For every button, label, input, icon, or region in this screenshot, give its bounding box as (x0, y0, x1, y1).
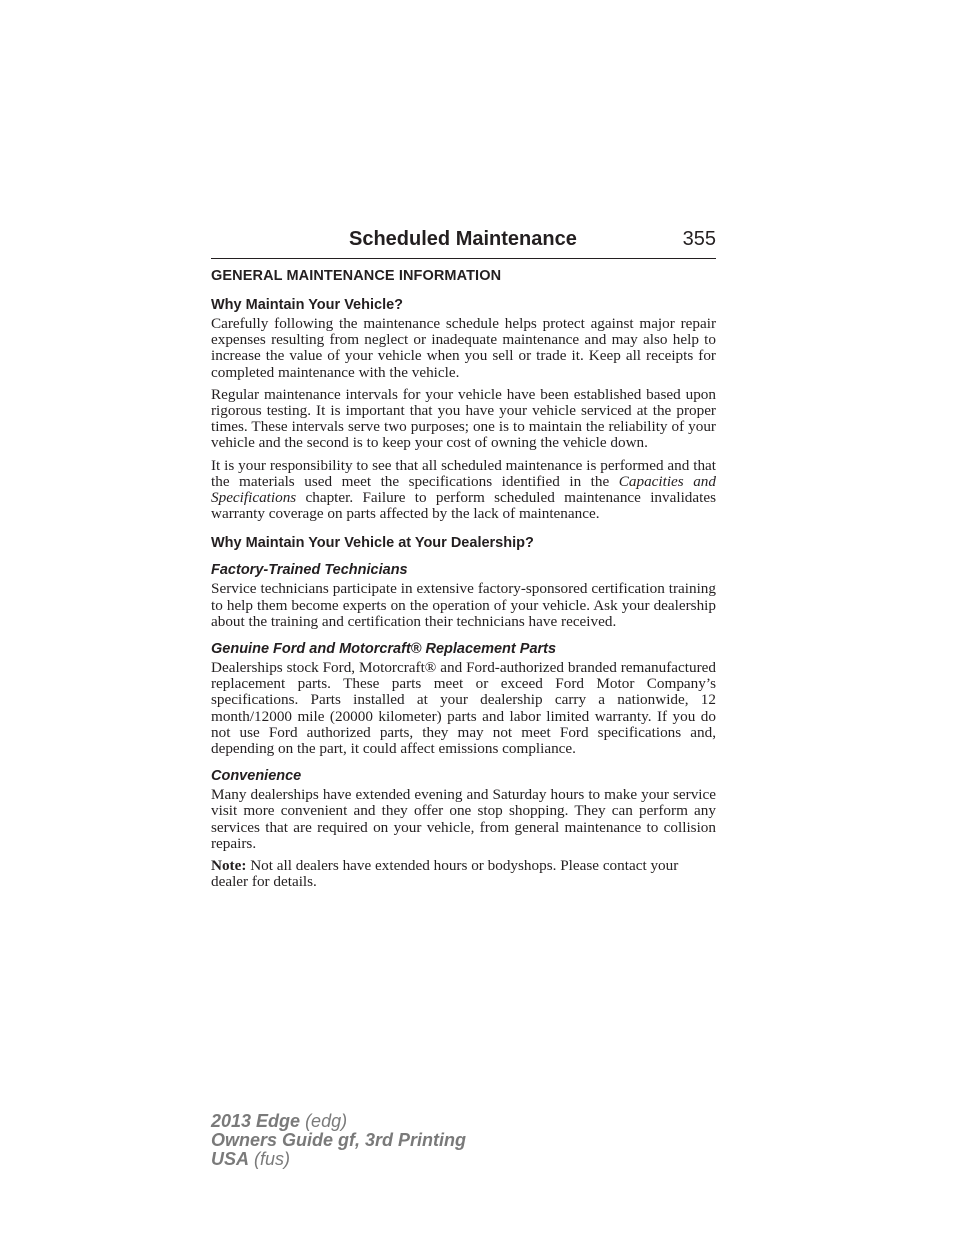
why-maintain-heading: Why Maintain Your Vehicle? (211, 297, 404, 313)
factory-technicians-heading: Factory-Trained Technicians (211, 562, 408, 579)
convenience-paragraph: Many dealerships have extended evening and Saturday hours to make your service visit more convenient and they offer one stop shopping. They can perform any services that are required on your vehicle, from general maintenance to collision repairs. (211, 786, 716, 852)
why-maintain-paragraph-1: Carefully following the maintenance schedule helps protect against major repair expenses resulting from neglect or inadequate maintenance and may also help to increase the value of your vehicle when you sell or trade it. Keep all receipts for completed maintenance with the vehicle. (211, 315, 716, 381)
footer-model-code: (edg) (300, 1111, 348, 1131)
footer-region-code: (fus) (249, 1149, 291, 1169)
page-footer (211, 1112, 466, 1169)
replacement-parts-heading: Genuine Ford and Motorcraft® Replacement Parts (211, 641, 557, 658)
note-text: Not all dealers have extended hours or bodyshops. Please contact your dealer for details. (211, 857, 679, 891)
replacement-parts-paragraph: Dealerships stock Ford, Motorcraft® and Ford-authorized branded remanufactured replacement parts. These parts meet or exceed Ford Motor Company’s specifications. Parts installed at your dealership carry a nationwide, 12 month/12000 mile (20000 kilometer) parts and labor limited warranty. If you do not use Ford authorized parts, they may not meet Ford specifications and, depending on the part, it could affect emissions compliance. (211, 659, 716, 758)
note-paragraph (211, 858, 716, 890)
footer-line-2 (211, 1131, 466, 1150)
factory-technicians-paragraph: Service technicians participate in extensive factory-sponsored certification training to help them become experts on the operation of your vehicle. Ask your dealership about the training and certification their technicians have received. (211, 580, 716, 630)
convenience-heading: Convenience (211, 768, 302, 785)
footer-region: USA (211, 1149, 250, 1169)
paragraph-3-end: chapter. Failure to perform scheduled maintenance invalidates warranty coverage on parts affected by the lack of maintenance. (211, 489, 716, 523)
why-maintain-paragraph-3 (211, 458, 716, 523)
dealership-heading: Why Maintain Your Vehicle at Your Dealership? (211, 535, 534, 552)
section-heading: GENERAL MAINTENANCE INFORMATION (211, 268, 502, 284)
page-body (211, 228, 716, 896)
why-maintain-paragraph-2: Regular maintenance intervals for your vehicle have been established based upon rigorous testing. It is important that you have your vehicle serviced at the proper times. These intervals serve two purposes; one is to maintain the reliability of your vehicle and the second is to keep your cost of owning the vehicle down. (211, 385, 716, 452)
footer-line-1 (211, 1112, 466, 1131)
chapter-title: Scheduled Maintenance (349, 228, 577, 250)
footer-guide: Owners Guide gf, 3rd Printing (211, 1130, 467, 1150)
page-number: 355 (682, 228, 716, 250)
page-header (211, 228, 716, 259)
capacities-chapter-reference: Capacities and Specifications (211, 472, 716, 507)
footer-line-3 (211, 1150, 466, 1169)
note-label: Note: (211, 857, 247, 875)
footer-model: 2013 Edge (211, 1111, 301, 1131)
paragraph-3-start: It is your responsibility to see that all scheduled maintenance is performed and that the materials used meet the specifications identified in the (211, 456, 716, 490)
